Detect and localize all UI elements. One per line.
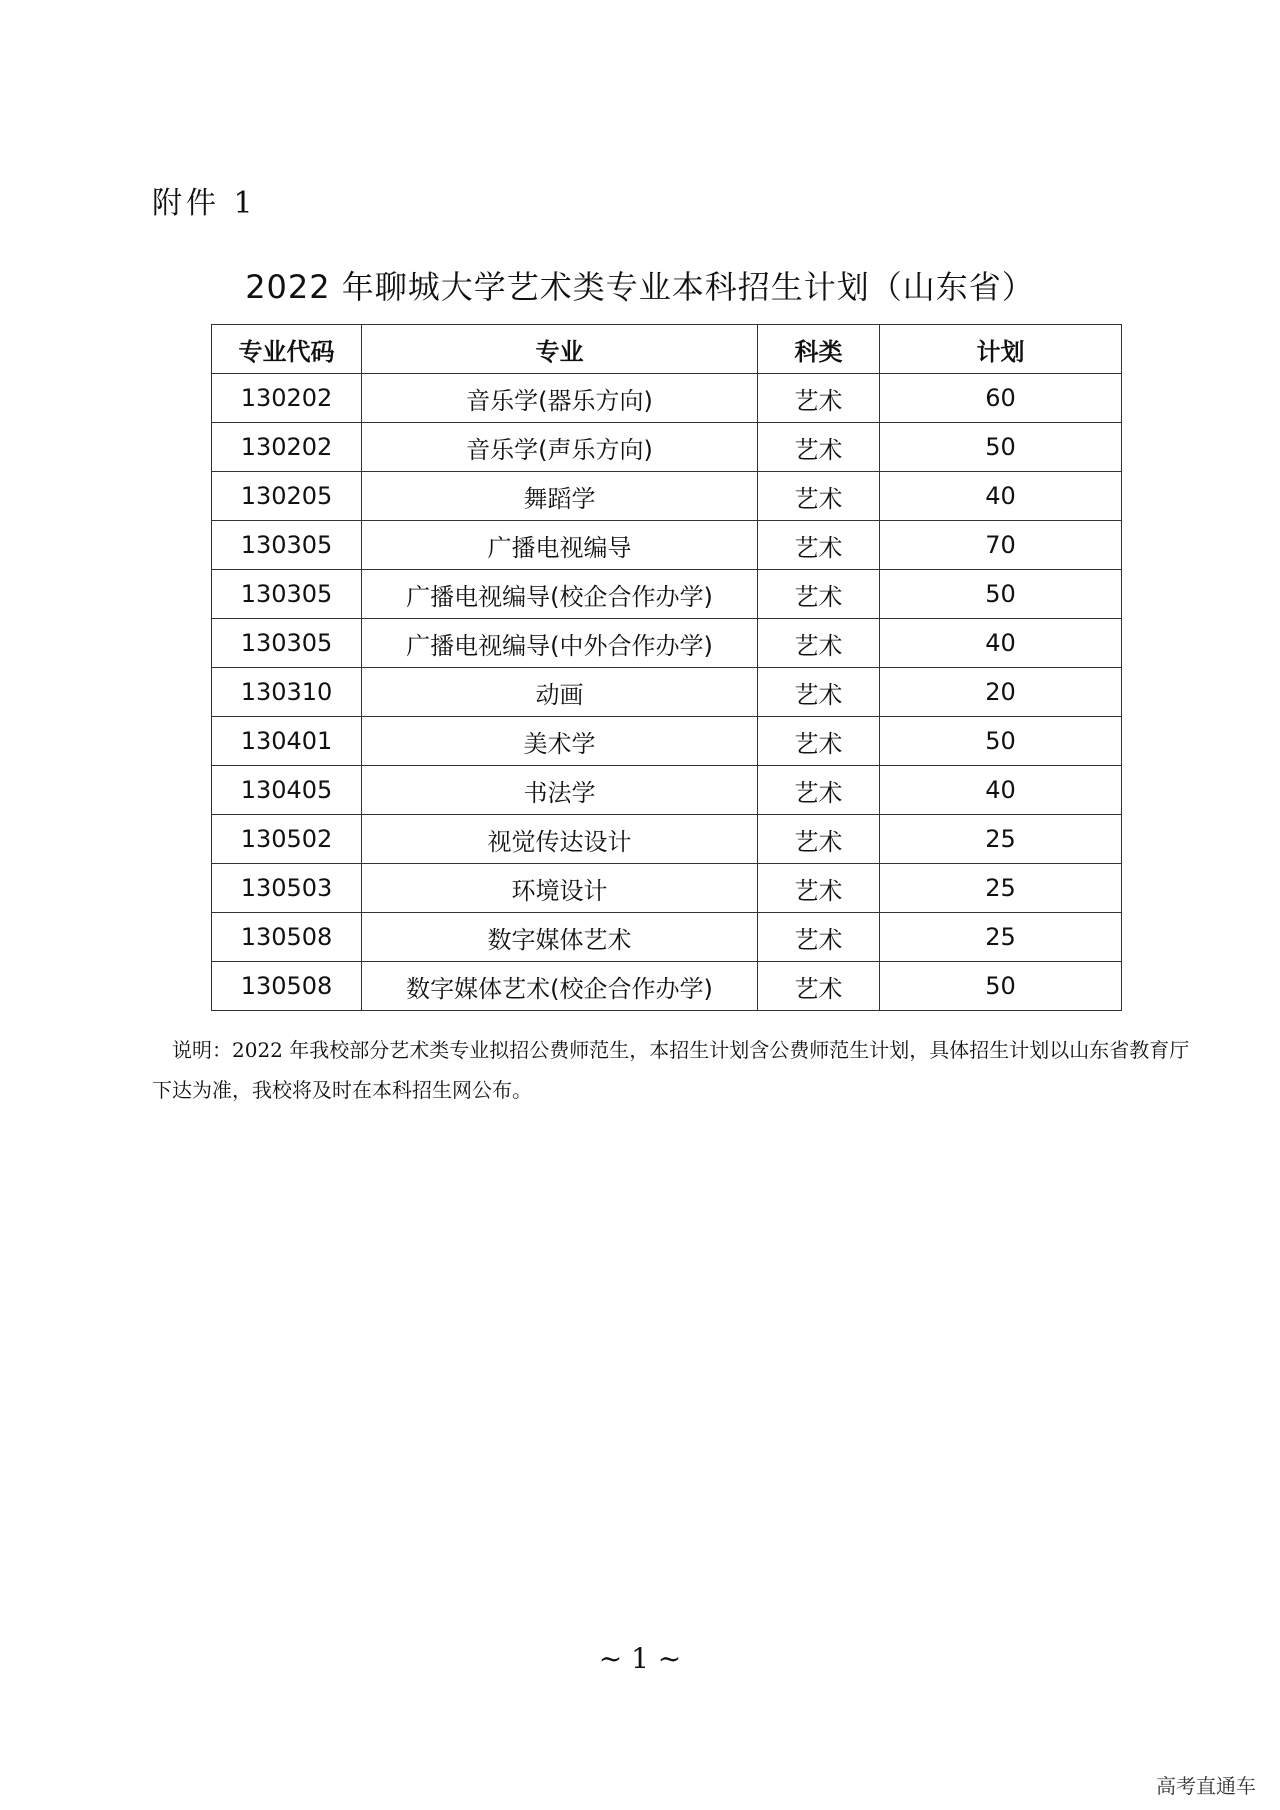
cell-category: 艺术 (758, 472, 880, 521)
table-row (212, 521, 1122, 570)
cell-plan: 40 (880, 472, 1122, 521)
table-row (212, 962, 1122, 1011)
table-body (212, 374, 1122, 1011)
table-row (212, 423, 1122, 472)
header-category: 科类 (758, 325, 880, 374)
cell-major: 广播电视编导 (362, 521, 758, 570)
cell-plan: 40 (880, 619, 1122, 668)
table-row (212, 815, 1122, 864)
cell-major: 美术学 (362, 717, 758, 766)
cell-major-code: 130310 (212, 668, 362, 717)
cell-category: 艺术 (758, 815, 880, 864)
cell-major: 视觉传达设计 (362, 815, 758, 864)
header-major: 专业 (362, 325, 758, 374)
header-plan: 计划 (880, 325, 1122, 374)
table-row (212, 864, 1122, 913)
cell-category: 艺术 (758, 962, 880, 1011)
cell-category: 艺术 (758, 717, 880, 766)
cell-category: 艺术 (758, 423, 880, 472)
cell-major: 环境设计 (362, 864, 758, 913)
cell-category: 艺术 (758, 570, 880, 619)
watermark-text: 高考直通车 (1156, 1774, 1256, 1798)
cell-category: 艺术 (758, 766, 880, 815)
table-row (212, 668, 1122, 717)
cell-major-code: 130305 (212, 619, 362, 668)
table-row (212, 570, 1122, 619)
cell-major: 动画 (362, 668, 758, 717)
cell-category: 艺术 (758, 864, 880, 913)
table-row (212, 766, 1122, 815)
cell-plan: 70 (880, 521, 1122, 570)
cell-plan: 50 (880, 962, 1122, 1011)
explanatory-note (152, 1030, 1192, 1110)
cell-plan: 60 (880, 374, 1122, 423)
cell-plan: 40 (880, 766, 1122, 815)
cell-major-code: 130305 (212, 521, 362, 570)
cell-major-code: 130502 (212, 815, 362, 864)
cell-major-code: 130401 (212, 717, 362, 766)
cell-major-code: 130205 (212, 472, 362, 521)
cell-plan: 50 (880, 717, 1122, 766)
cell-category: 艺术 (758, 619, 880, 668)
table-row (212, 913, 1122, 962)
cell-major: 舞蹈学 (362, 472, 758, 521)
cell-plan: 20 (880, 668, 1122, 717)
page-number: ~ 1 ~ (598, 1642, 682, 1675)
table-row (212, 374, 1122, 423)
cell-category: 艺术 (758, 913, 880, 962)
cell-plan: 25 (880, 864, 1122, 913)
cell-major-code: 130508 (212, 913, 362, 962)
cell-major-code: 130508 (212, 962, 362, 1011)
cell-category: 艺术 (758, 668, 880, 717)
cell-plan: 50 (880, 570, 1122, 619)
note-text: 说明：2022 年我校部分艺术类专业拟招公费师范生，本招生计划含公费师范生计划，具体招生计划以山东省教育厅下达为准，我校将及时在本科招生网公布。 (152, 1038, 1190, 1102)
cell-major-code: 130503 (212, 864, 362, 913)
cell-major: 书法学 (362, 766, 758, 815)
cell-major: 音乐学(器乐方向) (362, 374, 758, 423)
enrollment-plan-table (211, 324, 1122, 1011)
cell-plan: 25 (880, 913, 1122, 962)
cell-major-code: 130305 (212, 570, 362, 619)
cell-major-code: 130405 (212, 766, 362, 815)
cell-major: 数字媒体艺术(校企合作办学) (362, 962, 758, 1011)
cell-major-code: 130202 (212, 374, 362, 423)
table-row (212, 472, 1122, 521)
annex-label: 附件 1 (152, 186, 257, 221)
cell-major-code: 130202 (212, 423, 362, 472)
cell-major: 广播电视编导(中外合作办学) (362, 619, 758, 668)
table-header-row (212, 325, 1122, 374)
cell-major: 广播电视编导(校企合作办学) (362, 570, 758, 619)
cell-category: 艺术 (758, 374, 880, 423)
cell-plan: 25 (880, 815, 1122, 864)
header-major-code: 专业代码 (212, 325, 362, 374)
cell-category: 艺术 (758, 521, 880, 570)
table-row (212, 619, 1122, 668)
document-title: 2022 年聊城大学艺术类专业本科招生计划（山东省） (245, 268, 1035, 306)
cell-major: 音乐学(声乐方向) (362, 423, 758, 472)
table-row (212, 717, 1122, 766)
cell-major: 数字媒体艺术 (362, 913, 758, 962)
cell-plan: 50 (880, 423, 1122, 472)
